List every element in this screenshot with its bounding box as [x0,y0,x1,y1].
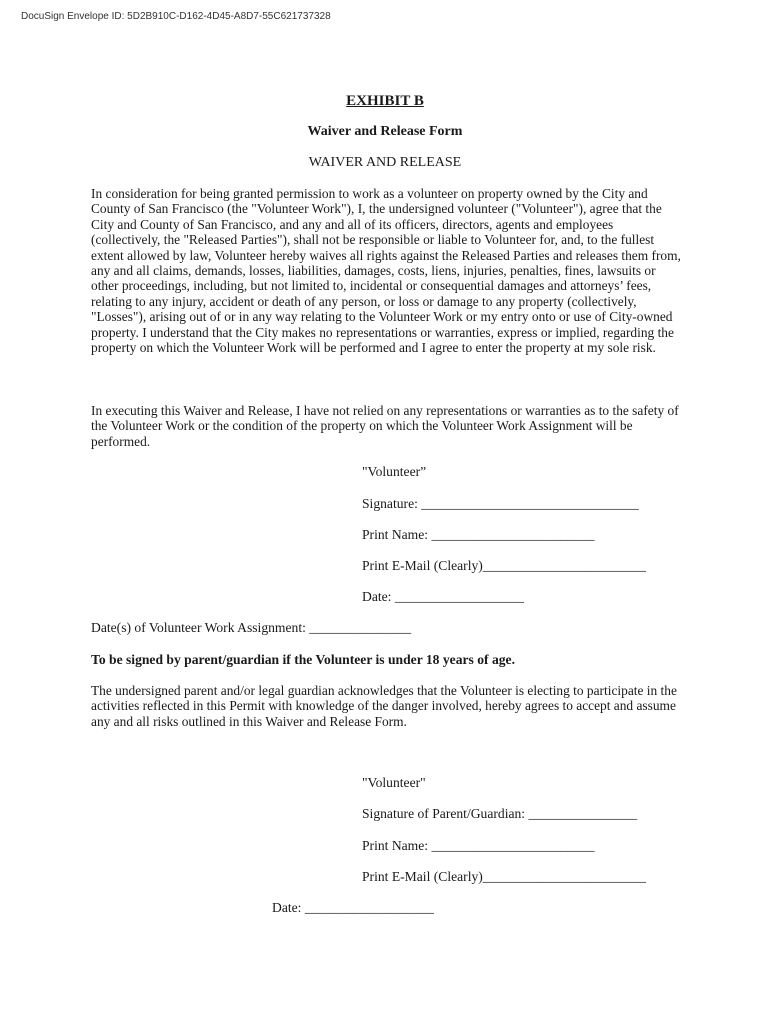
guardian-notice: To be signed by parent/guardian if the Volunteer is under 18 years of age. [91,652,515,667]
envelope-id: DocuSign Envelope ID: 5D2B910C-D162-4D45-A8D7-55C621737328 [21,11,331,22]
assignment-date-line[interactable]: Date(s) of Volunteer Work Assignment: _______________ [91,620,412,635]
guardian-paragraph: The undersigned parent and/or legal guardian acknowledges that the Volunteer is electing to participate in the activities reflected in this Permit with knowledge of the danger involved, hereby agrees to accept and assume any and all risks outlined in this Waiver and Release Form. [91,683,677,729]
volunteer-date-line[interactable]: Date: ___________________ [362,589,524,604]
volunteer-signature-line[interactable]: Signature: ________________________________ [362,496,639,511]
guardian-volunteer-heading: "Volunteer" [362,775,426,790]
executing-paragraph: In executing this Waiver and Release, I have not relied on any representations or warranties as to the safety of the Volunteer Work or the condition of the property on which the Volunteer Work Assignment will be performed. [91,403,679,449]
guardian-signature-line[interactable]: Signature of Parent/Guardian: ________________ [362,806,638,821]
volunteer-heading: "Volunteer” [362,464,427,479]
guardian-print-name-line[interactable]: Print Name: ________________________ [362,838,595,853]
guardian-date-line[interactable]: Date: ___________________ [272,900,434,915]
form-title: Waiver and Release Form [307,124,463,139]
guardian-email-line[interactable]: Print E-Mail (Clearly)________________________ [362,869,646,884]
exhibit-heading: EXHIBIT B [346,93,424,109]
volunteer-email-line[interactable]: Print E-Mail (Clearly)________________________ [362,558,646,573]
waiver-title: WAIVER AND RELEASE [308,155,462,170]
consideration-paragraph: In consideration for being granted permission to work as a volunteer on property owned by the City and County of San Francisco (the "Volunteer Work"), I, the undersigned volunteer ("Volunteer"), agree that the City and County of San Francisco, and any and all of its officers, directors, agents and employees (collectively, the "Released Parties"), shall not be responsible or liable to Volunteer for, and, to the fullest extent allowed by law, Volunteer hereby waives all rights against the Released Parties and releases them from, any and all claims, demands, losses, liabilities, damages, costs, liens, injuries, penalties, fines, lawsuits or other proceedings, including, but not limited to, incidental or consequential damages and attorneys’ fees, relating to any injury, accident or death of any person, or loss or damage to any property (collectively, "Losses"), arising out of or in any way relating to the Volunteer Work or my entry onto or use of City-owned property. I understand that the City makes no representations or warranties, express or implied, regarding the property on which the Volunteer Work will be performed and I agree to enter the property at my sole risk. [91,186,681,356]
volunteer-print-name-line[interactable]: Print Name: ________________________ [362,527,595,542]
